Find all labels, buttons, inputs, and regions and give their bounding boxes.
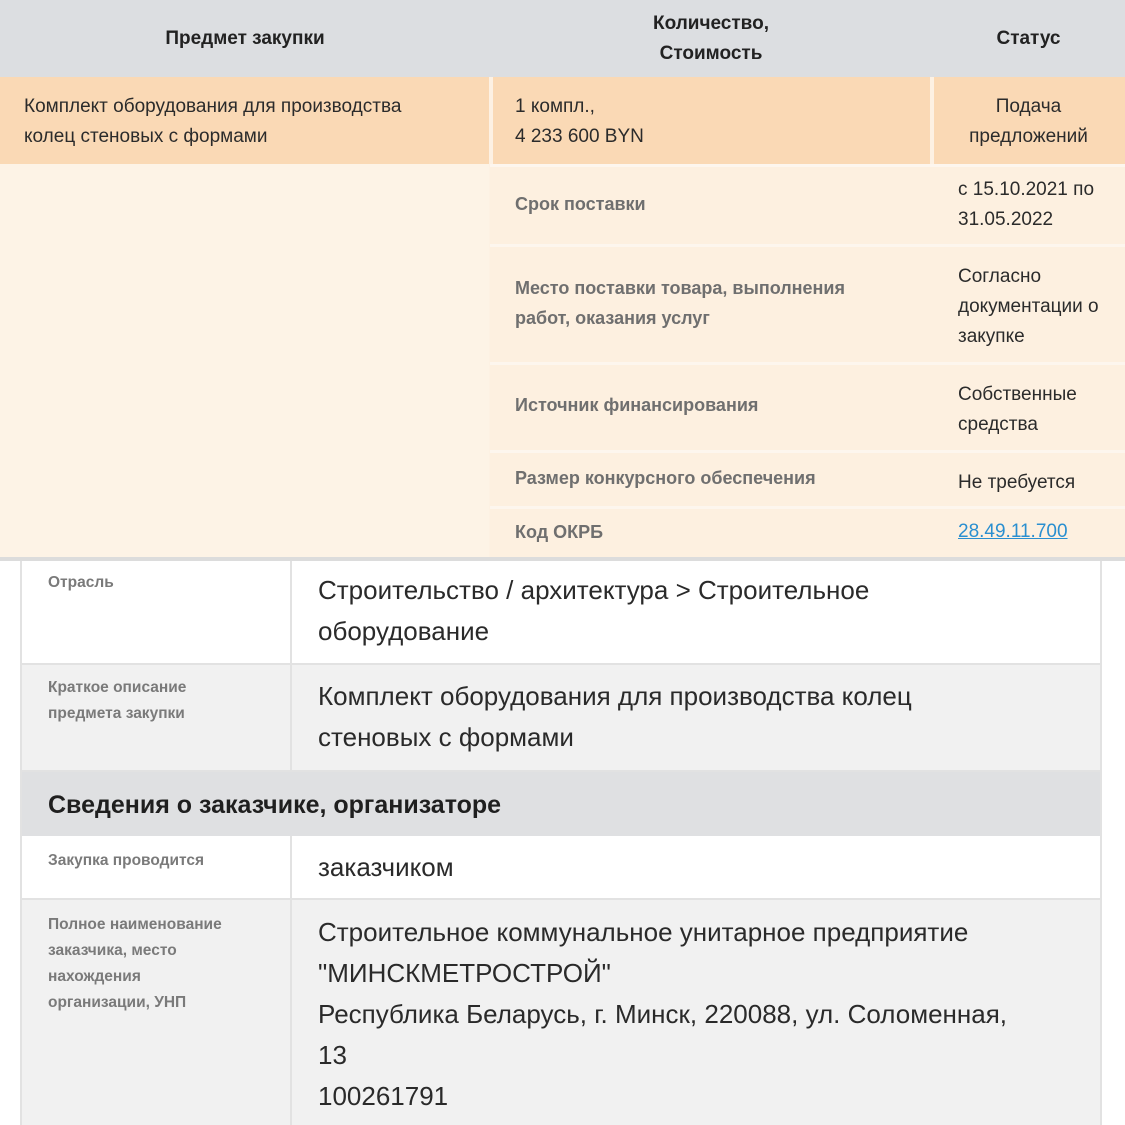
lot-cost: 4 233 600 BYN — [515, 126, 644, 147]
industry-row — [20, 561, 1102, 665]
customer-row — [20, 900, 1102, 1125]
industry-label: Отрасль — [48, 574, 114, 591]
funding-label: Источник финансирования — [515, 395, 759, 415]
customer-section-header — [20, 772, 1102, 836]
customer-label: Полное наименование заказчика, место нахождения организации, УНП — [48, 916, 222, 1011]
lot-quantity-cost — [515, 92, 915, 152]
okrb-label: Код ОКРБ — [515, 522, 604, 542]
header-quantity-cost — [490, 0, 932, 77]
funding-value: Собственные средства — [958, 384, 1077, 435]
conducted-by-value: заказчиком — [318, 852, 454, 882]
industry-value: Строительство / архитектура > Строительное оборудование — [318, 575, 870, 646]
customer-address: Республика Беларусь, г. Минск, 220088, ул. Соломенная, — [318, 999, 1008, 1029]
delivery-term-value: с 15.10.2021 по 31.05.2022 — [958, 179, 1095, 230]
header-status: Статус — [996, 27, 1061, 49]
procurement-details-card — [20, 561, 1102, 1125]
lots-table — [0, 0, 1125, 561]
description-row — [20, 665, 1102, 772]
header-subject: Предмет закупки — [165, 27, 325, 49]
header-quantity: Количество, — [652, 12, 769, 34]
customer-name: Строительное коммунальное унитарное предприятие — [318, 917, 969, 947]
okrb-code[interactable] — [958, 517, 1118, 547]
delivery-place-value: Согласно документации о закупке — [958, 266, 1099, 347]
okrb-code-link[interactable]: 28.49.11.700 — [958, 521, 1068, 542]
customer-name-quoted: "МИНСКМЕТРОСТРОЙ" — [318, 958, 611, 988]
delivery-term-label: Срок поставки — [515, 194, 646, 214]
lot-subject: Комплект оборудования для производства колец стеновых с формами — [24, 96, 402, 147]
lot-status: Подача предложений — [969, 96, 1088, 147]
lots-table-header — [0, 0, 1125, 77]
conducted-by-row — [20, 836, 1102, 900]
description-value: Комплект оборудования для производства колец стеновых с формами — [318, 681, 912, 752]
description-label: Краткое описание предмета закупки — [48, 679, 187, 722]
conducted-by-label: Закупка проводится — [48, 852, 205, 869]
customer-value — [318, 912, 1088, 1117]
delivery-place-label: Место поставки товара, выполнения работ, оказания услуг — [515, 278, 845, 328]
security-label: Размер конкурсного обеспечения — [515, 468, 816, 488]
customer-unp: 100261791 — [318, 1081, 449, 1111]
security-value: Не требуется — [958, 472, 1076, 493]
customer-address-number: 13 — [318, 1040, 347, 1070]
lot-quantity: 1 компл., — [515, 96, 595, 117]
header-cost: Стоимость — [659, 42, 763, 64]
section-title: Сведения о заказчике, организаторе — [48, 791, 502, 819]
